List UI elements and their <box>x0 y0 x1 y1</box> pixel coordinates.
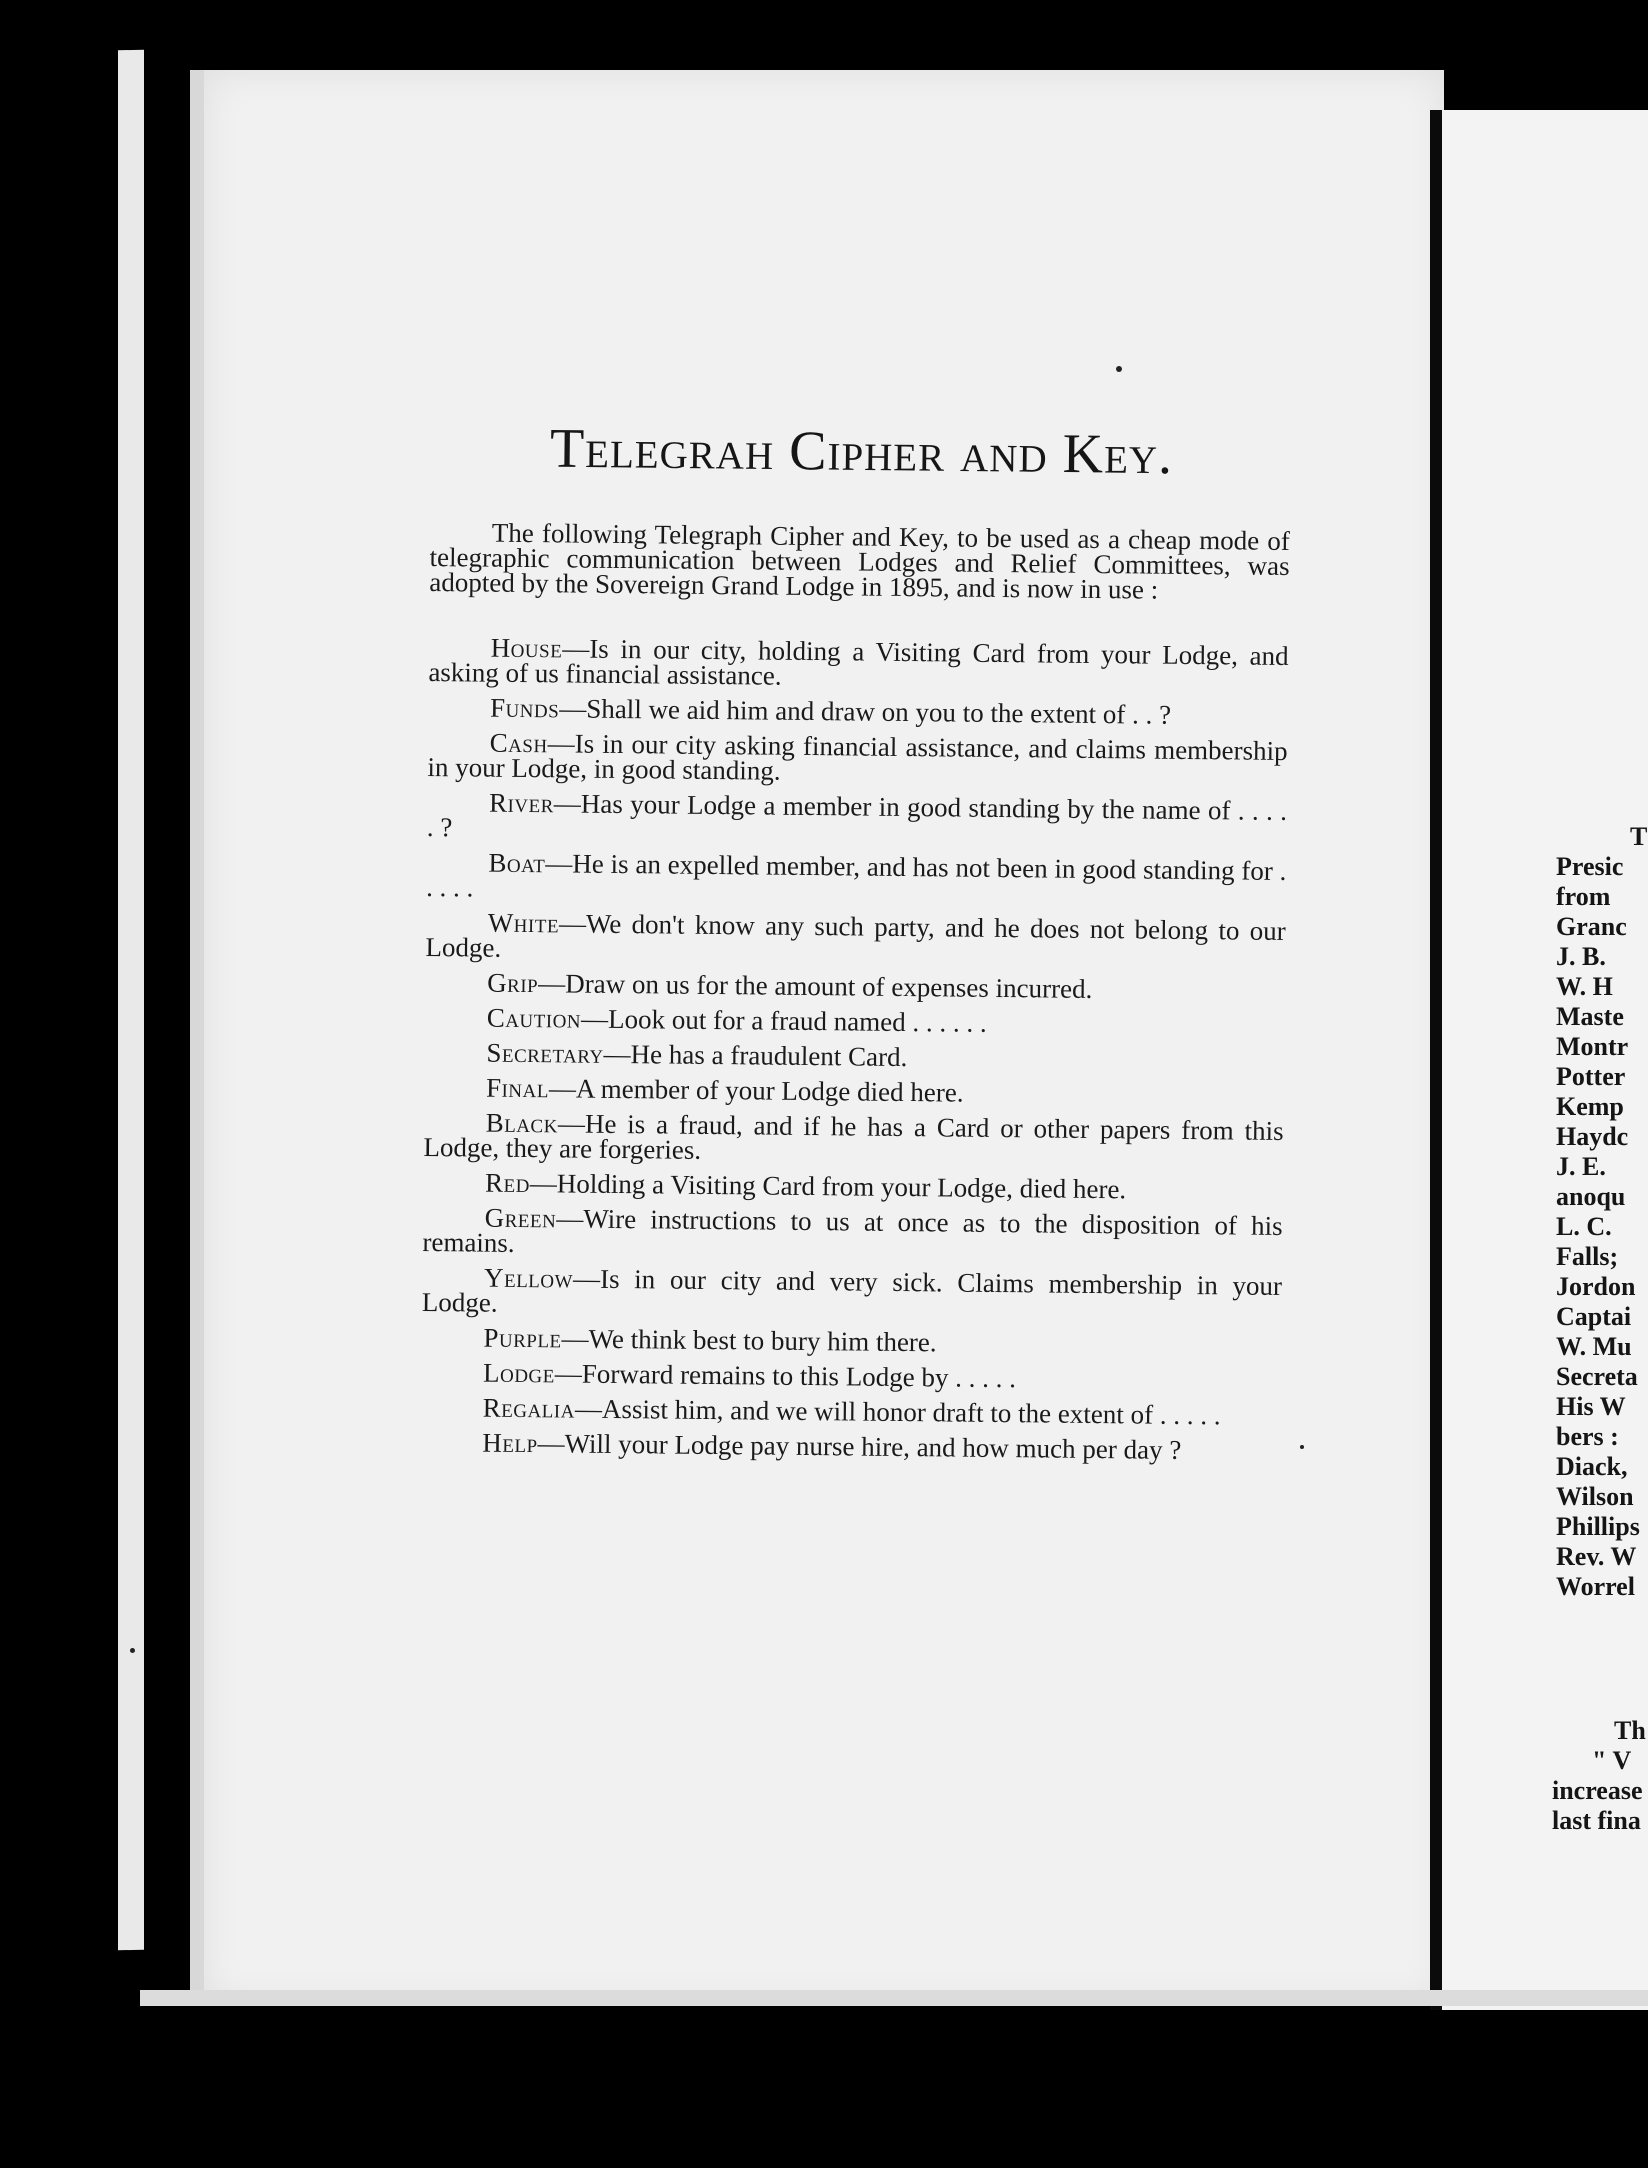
cipher-keyword: Final <box>485 1072 550 1104</box>
cipher-keyword: Purple <box>483 1322 562 1354</box>
cipher-meaning: —Holding a Visiting Card from your Lodge, died here. <box>529 1168 1127 1205</box>
cipher-meaning: —Wire instructions to us at once as to the disposition of his remains. <box>422 1203 1283 1258</box>
cipher-entry <box>425 967 1285 1004</box>
cipher-entry <box>421 1357 1281 1394</box>
cipher-keyword: Yellow <box>483 1262 574 1294</box>
right-page-fragment: T <box>1630 822 1648 851</box>
page-bottom-edge <box>140 1990 1648 2006</box>
right-page-fragment: Diack, <box>1556 1452 1628 1481</box>
right-page-fragment: Phillips <box>1556 1512 1640 1541</box>
cipher-meaning: —He is an expelled member, and has not been in good standing for . . . . . <box>425 848 1287 903</box>
right-page-fragment: Th <box>1614 1716 1646 1745</box>
cipher-entry <box>421 1322 1281 1359</box>
cipher-keyword: Green <box>484 1202 557 1234</box>
right-page-fragment: " V <box>1592 1746 1632 1775</box>
right-page-fragment: Wilson <box>1556 1482 1634 1511</box>
cipher-entry <box>428 692 1288 730</box>
right-page-fragment: Jordon <box>1556 1272 1636 1301</box>
right-page-fragment: L. C. <box>1556 1212 1612 1241</box>
cipher-keyword: Black <box>485 1107 559 1139</box>
cipher-meaning: —Has your Lodge a member in good standing by the name of . . . . . ? <box>426 788 1288 843</box>
cipher-meaning: —He has a fraudulent Card. <box>603 1038 908 1073</box>
right-page-fragment: W. H <box>1556 972 1613 1001</box>
cipher-keyword: Cash <box>489 727 548 759</box>
cipher-meaning: —Is in our city, holding a Visiting Card from your Lodge, and asking of us financial assistance. <box>428 633 1289 691</box>
cipher-keyword: Boat <box>488 847 546 879</box>
cipher-entry <box>420 1427 1280 1465</box>
cipher-meaning: —We think best to bury him there. <box>561 1323 937 1358</box>
cipher-entry <box>422 1202 1283 1264</box>
cipher-meaning: —Shall we aid him and draw on you to the extent of . . ? <box>559 693 1172 730</box>
cipher-meaning: —Assist him, and we will honor draft to the extent of . . . . . <box>574 1393 1221 1431</box>
ink-speck <box>1116 366 1122 372</box>
right-page-fragment: Haydc <box>1556 1122 1629 1151</box>
cipher-keyword: Red <box>484 1167 531 1199</box>
right-page-fragment: Captai <box>1556 1302 1632 1331</box>
page-title: Telegrah Cipher and Key. <box>549 417 1174 487</box>
cipher-keyword: Regalia <box>482 1392 576 1424</box>
cipher-entry <box>421 1392 1281 1431</box>
right-page-fragment: Montr <box>1556 1032 1629 1061</box>
right-page-fragment: bers : <box>1556 1422 1619 1451</box>
cipher-entry <box>427 727 1288 789</box>
cipher-meaning: —Forward remains to this Lodge by . . . . . <box>554 1358 1017 1394</box>
cipher-meaning: —Draw on us for the amount of expenses incurred. <box>538 968 1093 1004</box>
right-page-fragment: Presic <box>1556 852 1624 881</box>
cipher-keyword: Caution <box>486 1002 582 1034</box>
right-page-fragment: His W <box>1556 1392 1626 1421</box>
cipher-entry <box>428 632 1289 694</box>
right-page-fragment: J. B. <box>1556 942 1606 971</box>
right-page-fragment: Falls; <box>1556 1242 1619 1271</box>
cipher-keyword: River <box>488 787 555 819</box>
cipher-meaning: —Look out for a fraud named . . . . . . <box>580 1003 987 1038</box>
right-page-fragment: last fina <box>1552 1806 1641 1835</box>
cipher-entry <box>425 1002 1285 1039</box>
intro-paragraph: The following Telegraph Cipher and Key, to be used as a cheap mode of telegraphic communication between Lodges and Relief Committees, was adopted by the Sovereign Grand Lodge in 1895, and is now in use : <box>429 517 1290 605</box>
cipher-text-body <box>420 517 1290 1474</box>
cipher-entry <box>426 787 1288 849</box>
ink-speck <box>130 1648 135 1653</box>
cipher-entry <box>425 907 1286 969</box>
cipher-keyword: Lodge <box>482 1357 555 1389</box>
cipher-entry <box>423 1167 1283 1205</box>
right-page-fragment: anoqu <box>1556 1182 1626 1211</box>
cipher-entry <box>421 1262 1283 1324</box>
cipher-meaning: —Will your Lodge pay nurse hire, and how much per day ? <box>537 1428 1182 1465</box>
cipher-meaning: —Is in our city asking financial assistance, and claims membership in your Lodge, in good standing. <box>427 728 1288 786</box>
right-page-fragment: Maste <box>1556 1002 1624 1031</box>
right-page-text-fragments <box>1556 822 1648 1602</box>
cipher-meaning: —He is a fraud, and if he has a Card or other papers from this Lodge, they are forgeries. <box>423 1108 1284 1165</box>
cipher-keyword: Funds <box>489 692 560 724</box>
right-page-fragment: Rev. W <box>1556 1542 1637 1571</box>
book-gutter <box>1430 110 1442 2010</box>
right-page-fragment: Secreta <box>1556 1362 1638 1391</box>
cipher-entry <box>424 1072 1284 1109</box>
right-page-fragment: J. E. <box>1556 1152 1606 1181</box>
page-edge-strip <box>118 50 144 1950</box>
cipher-keyword: Grip <box>487 967 539 999</box>
right-page-fragment: from <box>1556 882 1611 911</box>
right-page-fragment: Granc <box>1556 912 1627 941</box>
cipher-keyword: White <box>487 907 560 939</box>
cipher-entry <box>425 847 1287 909</box>
right-page-fragment: increase <box>1552 1776 1643 1805</box>
cipher-keyword: House <box>490 632 563 664</box>
cipher-entry <box>423 1107 1284 1169</box>
right-page-text-fragments-bottom <box>1552 1716 1648 1836</box>
right-page-fragment: Worrel <box>1556 1572 1635 1601</box>
right-page-fragment: W. Mu <box>1556 1332 1632 1361</box>
cipher-keyword: Secretary <box>486 1037 604 1069</box>
cipher-meaning: —We don't know any such party, and he does not belong to our Lodge. <box>425 908 1286 963</box>
cipher-meaning: —A member of your Lodge died here. <box>548 1073 964 1108</box>
right-page-fragment: Kemp <box>1556 1092 1624 1121</box>
cipher-keyword: Help <box>482 1427 538 1459</box>
cipher-entries-list <box>420 632 1289 1465</box>
cipher-meaning: —Is in our city and very sick. Claims membership in your Lodge. <box>421 1263 1283 1318</box>
ink-speck <box>1300 1445 1304 1449</box>
right-page-fragment: Potter <box>1556 1062 1626 1091</box>
cipher-entry <box>424 1037 1284 1074</box>
